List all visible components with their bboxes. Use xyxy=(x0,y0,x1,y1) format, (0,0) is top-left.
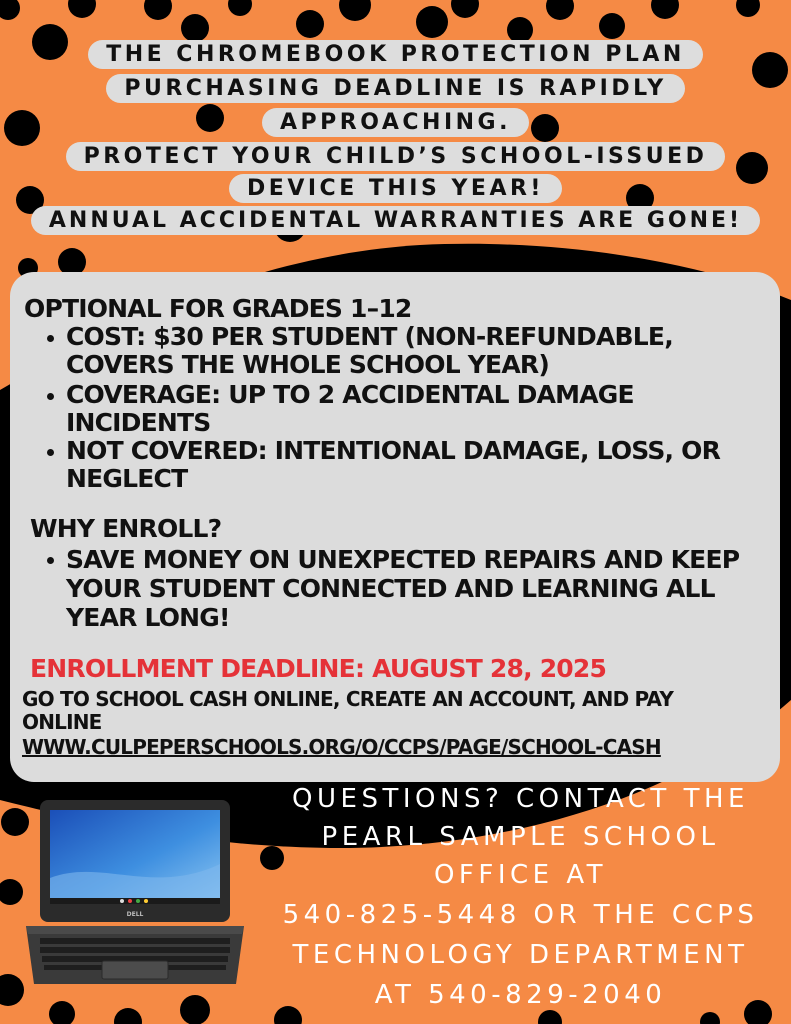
headline-line-2: PURCHASING DEADLINE IS RAPIDLY xyxy=(0,72,791,106)
instructions-line-2: ONLINE xyxy=(22,710,102,734)
coverage-line-1: COVERAGE: UP TO 2 ACCIDENTAL DAMAGE xyxy=(66,380,634,409)
school-cash-link[interactable]: WWW.CULPEPERSCHOOLS.ORG/O/CCPS/PAGE/SCHOOL-CASH xyxy=(22,735,661,759)
cost-line-1: COST: $30 PER STUDENT (NON-REFUNDABLE, xyxy=(66,322,673,351)
why-line-2: YOUR STUDENT CONNECTED AND LEARNING ALL xyxy=(66,574,715,603)
contact-line-2: PEARL SAMPLE SCHOOL xyxy=(321,822,720,852)
enrollment-deadline: ENROLLMENT DEADLINE: AUGUST 28, 2025 xyxy=(30,654,607,683)
bullet-icon xyxy=(44,326,58,340)
laptop-brand-text: DELL xyxy=(126,911,144,918)
contact-line-3: OFFICE AT xyxy=(433,860,608,890)
bullet-icon xyxy=(44,548,58,562)
headline-line-4: PROTECT YOUR CHILD’S SCHOOL-ISSUED xyxy=(0,140,791,174)
cost-line-2: COVERS THE WHOLE SCHOOL YEAR) xyxy=(66,350,549,379)
contact-line-4: 540-825-5448 OR THE CCPS xyxy=(282,900,759,930)
headline-line-1: THE CHROMEBOOK PROTECTION PLAN xyxy=(0,38,791,72)
grades-heading: OPTIONAL FOR GRADES 1–12 xyxy=(24,294,412,323)
headline-line-5: DEVICE THIS YEAR! xyxy=(0,172,791,206)
headline-line-6: ANNUAL ACCIDENTAL WARRANTIES ARE GONE! xyxy=(0,204,791,238)
instructions-line-1: GO TO SCHOOL CASH ONLINE, CREATE AN ACCOUNT, AND PAY xyxy=(22,687,673,711)
why-line-3: YEAR LONG! xyxy=(66,603,230,632)
contact-line-1: QUESTIONS? CONTACT THE xyxy=(292,784,749,814)
bullet-icon xyxy=(44,384,58,398)
bullet-icon xyxy=(44,440,58,454)
contact-line-6: AT 540-829-2040 xyxy=(374,980,667,1010)
why-enroll-heading: WHY ENROLL? xyxy=(30,514,222,543)
contact-line-5: TECHNOLOGY DEPARTMENT xyxy=(292,940,749,970)
not-covered-line-1: NOT COVERED: INTENTIONAL DAMAGE, LOSS, OR xyxy=(66,436,721,465)
coverage-line-2: INCIDENTS xyxy=(66,408,211,437)
not-covered-line-2: NEGLECT xyxy=(66,464,188,493)
headline-line-3: APPROACHING. xyxy=(0,106,791,140)
why-line-1: SAVE MONEY ON UNEXPECTED REPAIRS AND KEEP xyxy=(66,545,740,574)
chromebook-laptop-icon xyxy=(22,798,248,988)
